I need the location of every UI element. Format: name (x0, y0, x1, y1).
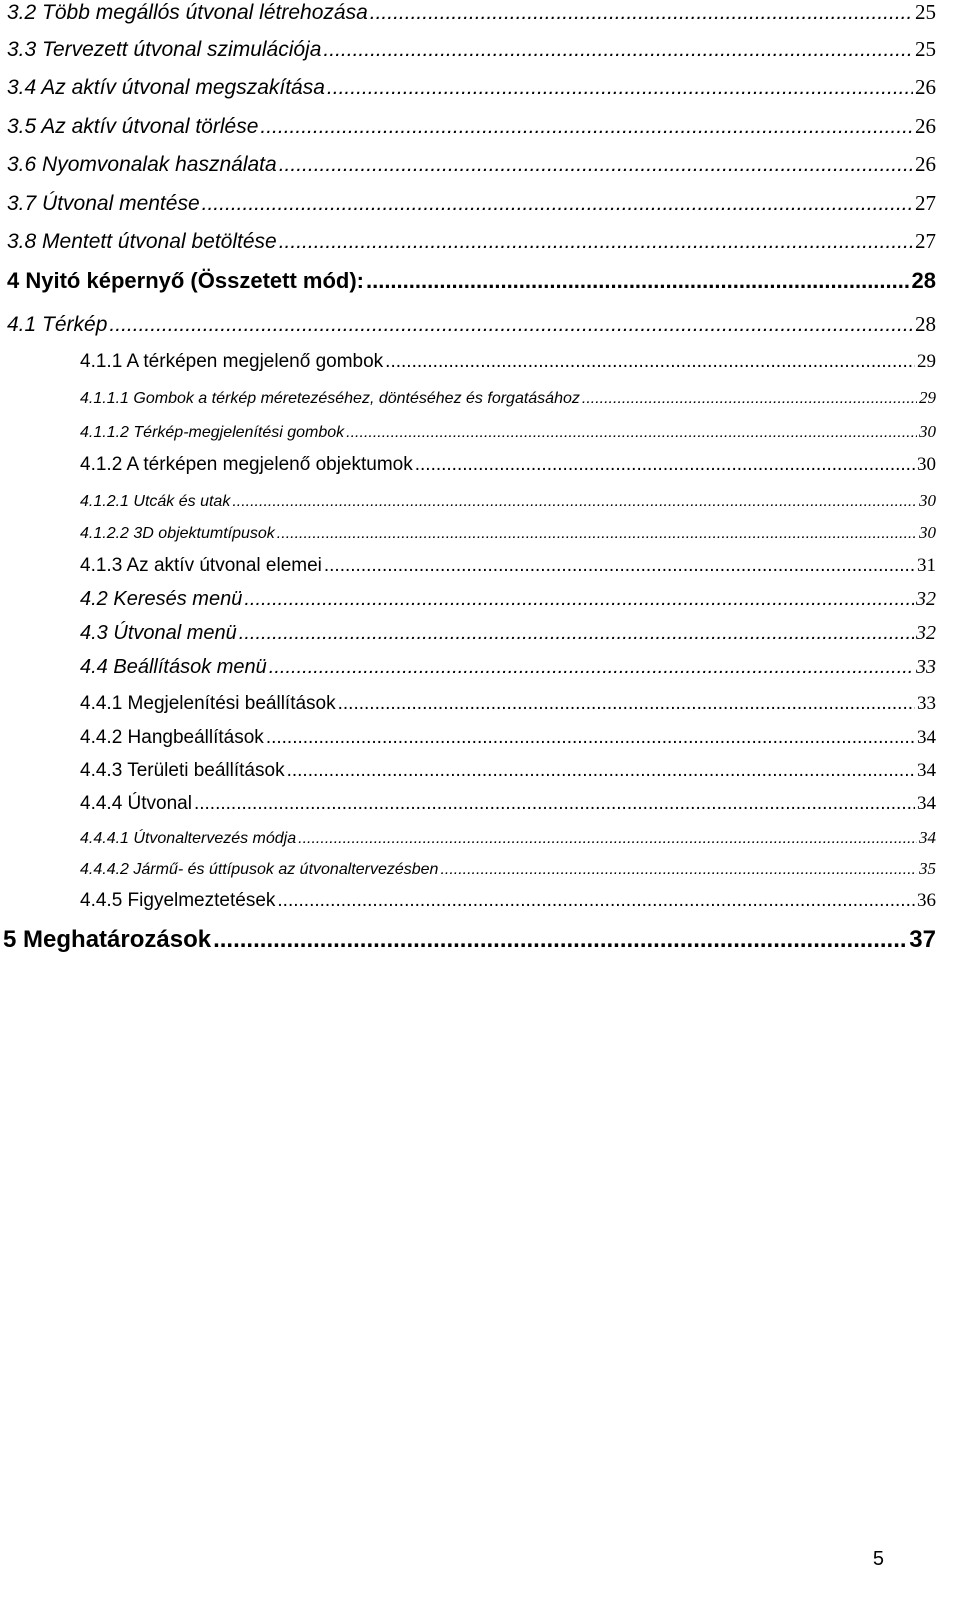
toc-entry[interactable] (80, 793, 936, 815)
toc-entry-page: 28 (911, 268, 936, 293)
toc-leader-dots (266, 727, 915, 749)
toc-entry-title: Útvonal mentése (42, 192, 200, 215)
toc-entry-title: Gombok a térkép méretezéséhez, döntéséhez és forgatásához (133, 390, 580, 407)
toc-entry-page: 27 (915, 229, 936, 253)
toc-entry[interactable] (80, 388, 936, 408)
toc-entry-number: 4.4 (80, 656, 108, 678)
toc-entry-number: 4.4.1 (80, 693, 123, 714)
toc-entry[interactable] (80, 588, 936, 611)
toc-leader-dots (415, 454, 915, 476)
toc-entry-number: 4.1.3 (80, 555, 123, 576)
toc-entry-page: 34 (919, 828, 936, 847)
toc-entry[interactable] (7, 75, 936, 100)
toc-leader-dots (213, 926, 907, 954)
toc-entry-page: 35 (919, 859, 936, 878)
toc-entry[interactable] (7, 191, 936, 216)
toc-entry-number: 4.4.4 (80, 793, 123, 814)
toc-entry[interactable] (80, 351, 936, 373)
toc-entry-title: Több megállós útvonal létrehozása (42, 1, 368, 24)
toc-entry-title: Utcák és utak (133, 493, 231, 510)
toc-entry-title: Beállítások menü (113, 656, 267, 678)
toc-entry-page: 31 (917, 555, 936, 576)
toc-entry-chapter[interactable] (3, 926, 936, 954)
toc-entry-number: 3.8 (7, 230, 37, 253)
toc-entry-title: Tervezett útvonal szimulációja (42, 38, 322, 61)
toc-leader-dots (338, 693, 915, 715)
toc-entry-number: 4.1.1.2 (80, 424, 129, 441)
toc-entry-page: 34 (917, 727, 936, 748)
toc-entry-number: 4.3 (80, 622, 108, 644)
toc-leader-dots (582, 390, 917, 408)
toc-leader-dots (232, 493, 917, 511)
toc-entry[interactable] (80, 693, 936, 715)
toc-entry-number: 4.4.4.2 (80, 861, 129, 878)
toc-entry-page: 33 (917, 693, 936, 714)
toc-leader-dots (346, 424, 917, 442)
toc-entry-number: 3.7 (7, 192, 37, 215)
toc-entry-number: 4.1.2.1 (80, 493, 129, 510)
toc-leader-dots (202, 192, 913, 216)
toc-leader-dots (440, 861, 917, 879)
toc-entry[interactable] (80, 491, 936, 511)
toc-entry-page: 34 (917, 760, 936, 781)
toc-entry-number: 3.2 (7, 1, 37, 24)
toc-entry-title: Térkép (42, 313, 108, 336)
toc-entry[interactable] (7, 152, 936, 177)
toc-leader-dots (269, 656, 914, 679)
toc-entry-page: 28 (915, 312, 936, 336)
toc-entry-title: Nyomvonalak használata (42, 153, 277, 176)
toc-entry[interactable] (80, 622, 936, 645)
toc-entry-number: 4.4.5 (80, 890, 123, 911)
toc-entry-title: 3D objektumtípusok (133, 525, 275, 542)
toc-entry-number: 4.4.2 (80, 727, 123, 748)
toc-entry-page: 37 (909, 926, 936, 953)
toc-leader-dots (366, 268, 910, 294)
toc-entry-title: Mentett útvonal betöltése (42, 230, 277, 253)
toc-entry-title: Útvonaltervezés módja (133, 830, 297, 847)
toc-entry-page: 29 (919, 388, 936, 407)
toc-entry-page: 26 (915, 75, 936, 99)
toc-entry[interactable] (80, 523, 936, 543)
toc-entry-title: Meghatározások (23, 926, 212, 953)
toc-leader-dots (194, 793, 915, 815)
toc-entry[interactable] (80, 454, 936, 476)
toc-entry-number: 4.4.4.1 (80, 830, 129, 847)
toc-leader-dots (370, 1, 913, 25)
toc-leader-dots (323, 38, 913, 62)
toc-entry-page: 29 (917, 351, 936, 372)
toc-leader-dots (239, 622, 914, 645)
toc-entry-title: Területi beállítások (127, 760, 285, 781)
toc-entry-number: 4.4.3 (80, 760, 123, 781)
toc-entry-number: 4.2 (80, 588, 108, 610)
toc-entry[interactable] (80, 727, 936, 749)
toc-leader-dots (287, 760, 915, 782)
toc-leader-dots (279, 153, 913, 177)
toc-entry-page: 26 (915, 152, 936, 176)
toc-entry[interactable] (80, 828, 936, 848)
toc-entry-title: Az aktív útvonal törlése (41, 115, 259, 138)
toc-entry-page: 34 (917, 793, 936, 814)
toc-entry-title: Jármű- és úttípusok az útvonaltervezésben (133, 861, 439, 878)
toc-entry-number: 3.4 (7, 76, 37, 99)
toc-leader-dots (385, 351, 915, 373)
toc-entry-number: 3.3 (7, 38, 37, 61)
toc-entry-title: Figyelmeztetések (127, 890, 276, 911)
toc-entry-number: 4.1.2.2 (80, 525, 129, 542)
toc-entry-title: Keresés menü (113, 588, 243, 610)
toc-entry-page: 26 (915, 114, 936, 138)
toc-leader-dots (277, 890, 915, 912)
toc-entry[interactable] (7, 229, 936, 254)
toc-entry-number: 4 (7, 268, 20, 293)
toc-entry-title: Nyitó képernyő (Összetett mód): (25, 268, 364, 293)
toc-entry-page: 32 (916, 622, 936, 644)
toc-entry-page: 32 (916, 588, 936, 610)
toc-entry-title: Útvonal menü (113, 622, 237, 644)
toc-entry-title: Megjelenítési beállítások (127, 693, 336, 714)
toc-entry-number: 3.5 (7, 115, 37, 138)
toc-entry[interactable] (80, 760, 936, 782)
toc-entry-page: 25 (915, 37, 936, 61)
toc-entry[interactable] (80, 859, 936, 879)
toc-entry-number: 5 (3, 926, 17, 953)
toc-entry-number: 4.1.1 (80, 351, 123, 372)
toc-entry[interactable] (7, 0, 936, 25)
toc-entry-number: 4.1.1.1 (80, 390, 129, 407)
toc-leader-dots (279, 230, 913, 254)
toc-leader-dots (109, 313, 913, 337)
toc-entry[interactable] (80, 555, 936, 577)
toc-entry-title: Hangbeállítások (127, 727, 264, 748)
toc-entry-number: 3.6 (7, 153, 37, 176)
toc-leader-dots (244, 588, 914, 611)
toc-entry-chapter[interactable] (7, 268, 936, 294)
toc-leader-dots (298, 830, 917, 848)
toc-leader-dots (324, 555, 915, 577)
toc-leader-dots (260, 115, 913, 139)
toc-entry-page: 30 (917, 454, 936, 475)
toc-entry-page: 30 (919, 491, 936, 510)
toc-entry-page: 30 (919, 523, 936, 542)
toc-entry[interactable] (80, 422, 936, 442)
toc-entry-page: 36 (917, 890, 936, 911)
toc-entry-number: 4.1 (7, 313, 37, 336)
toc-entry-page: 30 (919, 422, 936, 441)
toc-entry-title: Az aktív útvonal elemei (126, 555, 322, 576)
toc-entry-title: Térkép-megjelenítési gombok (133, 424, 345, 441)
toc-entry[interactable] (80, 656, 936, 679)
toc-entry-page: 33 (916, 656, 936, 678)
page-number: 5 (872, 1548, 884, 1570)
toc-entry-number: 4.1.2 (80, 454, 123, 475)
toc-entry-title: A térképen megjelenő objektumok (126, 454, 413, 475)
toc-entry-title: Útvonal (127, 793, 192, 814)
toc-entry[interactable] (7, 37, 936, 62)
toc-entry[interactable] (7, 114, 936, 139)
toc-leader-dots (277, 525, 917, 543)
toc-leader-dots (327, 76, 913, 100)
toc-entry-title: Az aktív útvonal megszakítása (41, 76, 325, 99)
toc-entry[interactable] (80, 890, 936, 912)
toc-entry-title: A térképen megjelenő gombok (126, 351, 384, 372)
toc-entry-page: 25 (915, 0, 936, 24)
toc-entry[interactable] (7, 312, 936, 337)
toc-entry-page: 27 (915, 191, 936, 215)
